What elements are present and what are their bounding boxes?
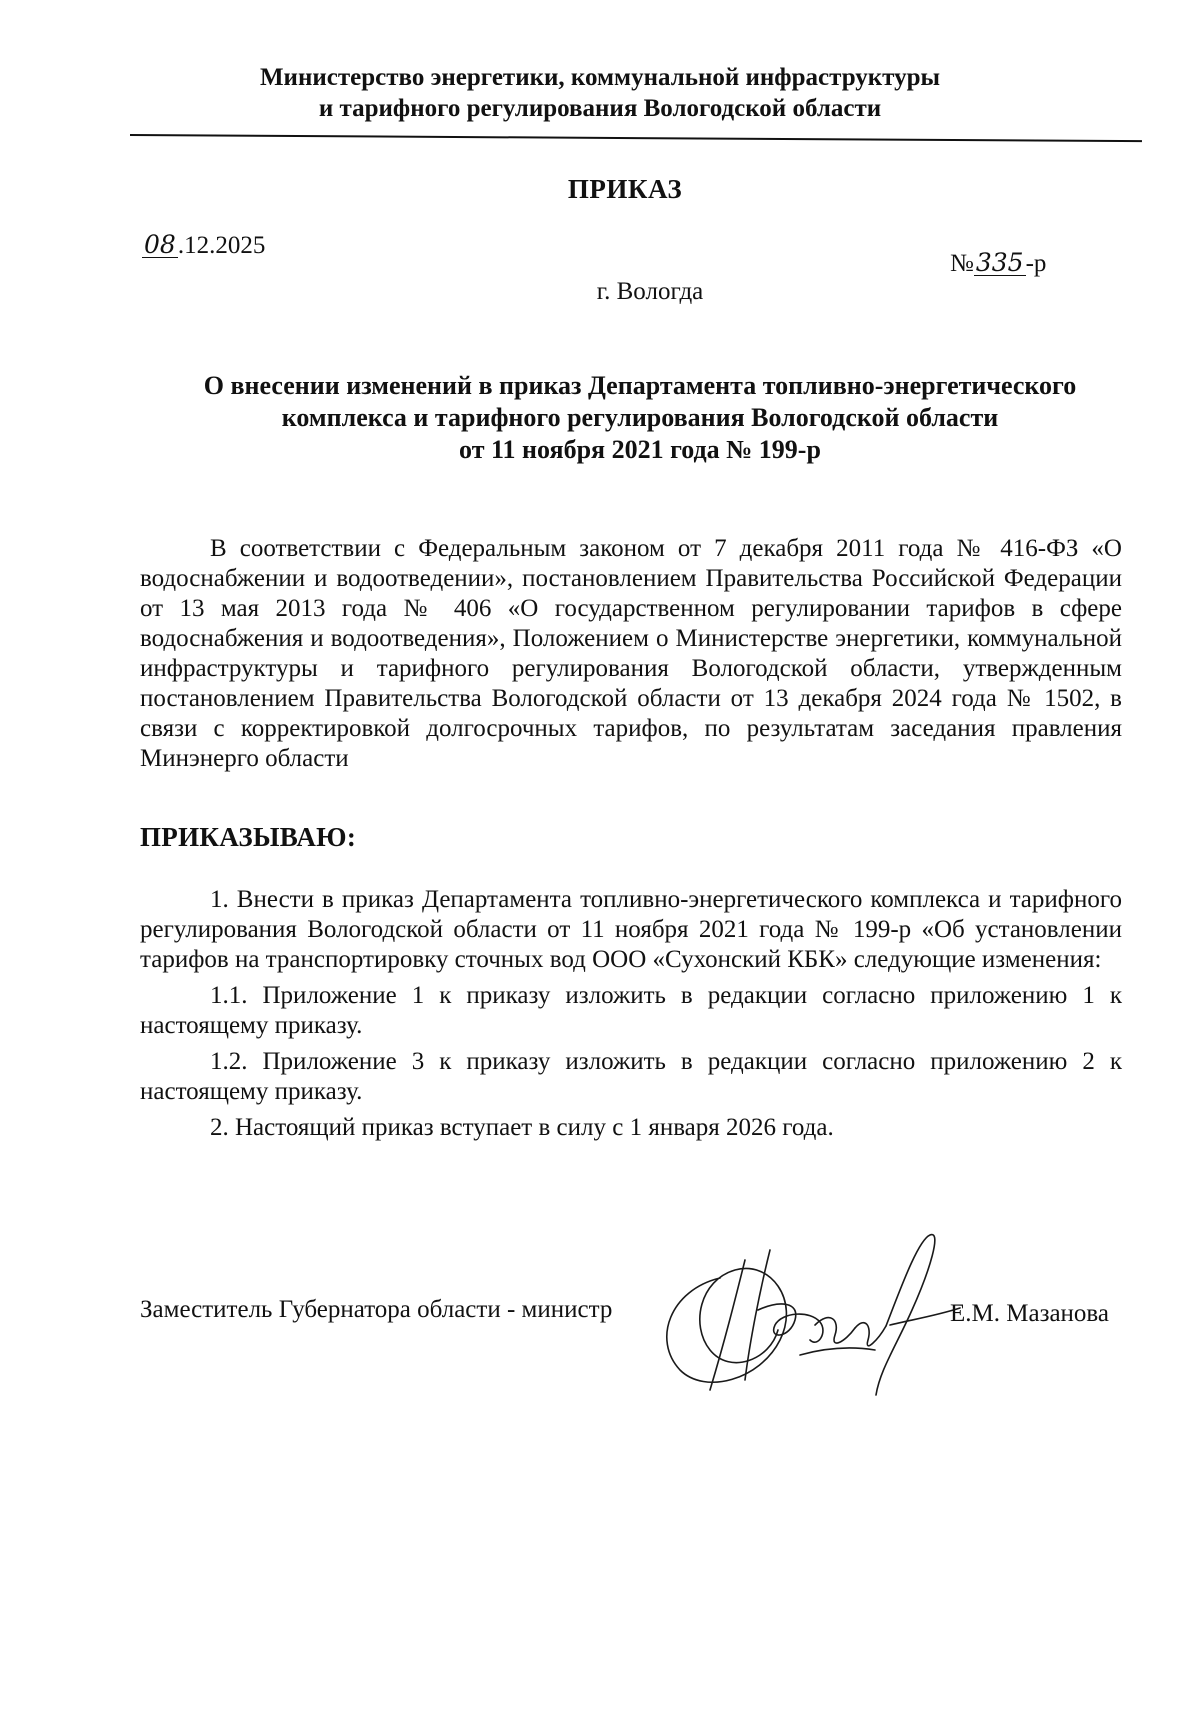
date-printed-part: .12.2025 bbox=[177, 232, 266, 259]
number-suffix: -р bbox=[1025, 250, 1047, 277]
signatory-name: Е.М. Мазанова bbox=[950, 1300, 1109, 1327]
number-handwritten: 335 bbox=[975, 248, 1024, 277]
item-2: 2. Настоящий приказ вступает в силу с 1 января 2026 года. bbox=[210, 1114, 834, 1141]
number-sign: № bbox=[950, 250, 974, 277]
order-date bbox=[142, 232, 265, 260]
signatory-position: Заместитель Губернатора области - министр bbox=[140, 1296, 613, 1323]
order-items bbox=[140, 885, 1122, 1143]
organization-header bbox=[120, 62, 1080, 124]
organization-line-2: и тарифного регулирования Вологодской области bbox=[318, 95, 882, 122]
subject-line-1: О внесении изменений в приказ Департамента топливно-энергетического bbox=[203, 371, 1077, 400]
item-1: 1. Внести в приказ Департамента топливно-энергетического комплекса и тарифного регулирования Вологодской области от 11 ноября 2021 года № 199-р «Об установлении тарифов на транспортировку сточных вод ООО «Сухонский КБК» следующие изменения: bbox=[140, 886, 1122, 973]
item-1-2: 1.2. Приложение 3 к приказу изложить в редакции согласно приложению 2 к настоящему приказу. bbox=[140, 1048, 1122, 1105]
item-1-1: 1.1. Приложение 1 к приказу изложить в редакции согласно приложению 1 к настоящему приказу. bbox=[140, 982, 1122, 1039]
subject-line-3: от 11 ноября 2021 года № 199-р bbox=[459, 435, 821, 464]
preamble-paragraph: В соответствии с Федеральным законом от 7 декабря 2011 года № 416-ФЗ «О водоснабжении и водоотведении», постановлением Правительства Российской Федерации от 13 мая 2013 года № 406 «О государственном регулировании тарифов в сфере водоснабжения и водоотведения», Положением о Министерстве энергетики, коммунальной инфраструктуры и тарифного регулирования Вологодской области, утвержденным постановлением Правительства Вологодской области от 13 декабря 2024 года № 1502, в связи с корректировкой долгосрочных тарифов, по результатам заседания правления Минэнерго области bbox=[140, 535, 1122, 772]
order-subject bbox=[140, 370, 1140, 466]
handwritten-signature bbox=[650, 1230, 980, 1400]
signature-block bbox=[0, 1230, 1200, 1400]
decree-heading: ПРИКАЗЫВАЮ: bbox=[140, 822, 357, 852]
header-divider bbox=[130, 134, 1142, 142]
order-number bbox=[950, 250, 1046, 278]
city: г. Вологда bbox=[596, 278, 704, 305]
date-handwritten-day: 08 bbox=[144, 230, 176, 259]
document-type-title: ПРИКАЗ bbox=[567, 174, 683, 204]
subject-line-2: комплекса и тарифного регулирования Вологодской области bbox=[281, 403, 999, 432]
organization-line-1: Министерство энергетики, коммунальной инфраструктуры bbox=[259, 64, 941, 91]
